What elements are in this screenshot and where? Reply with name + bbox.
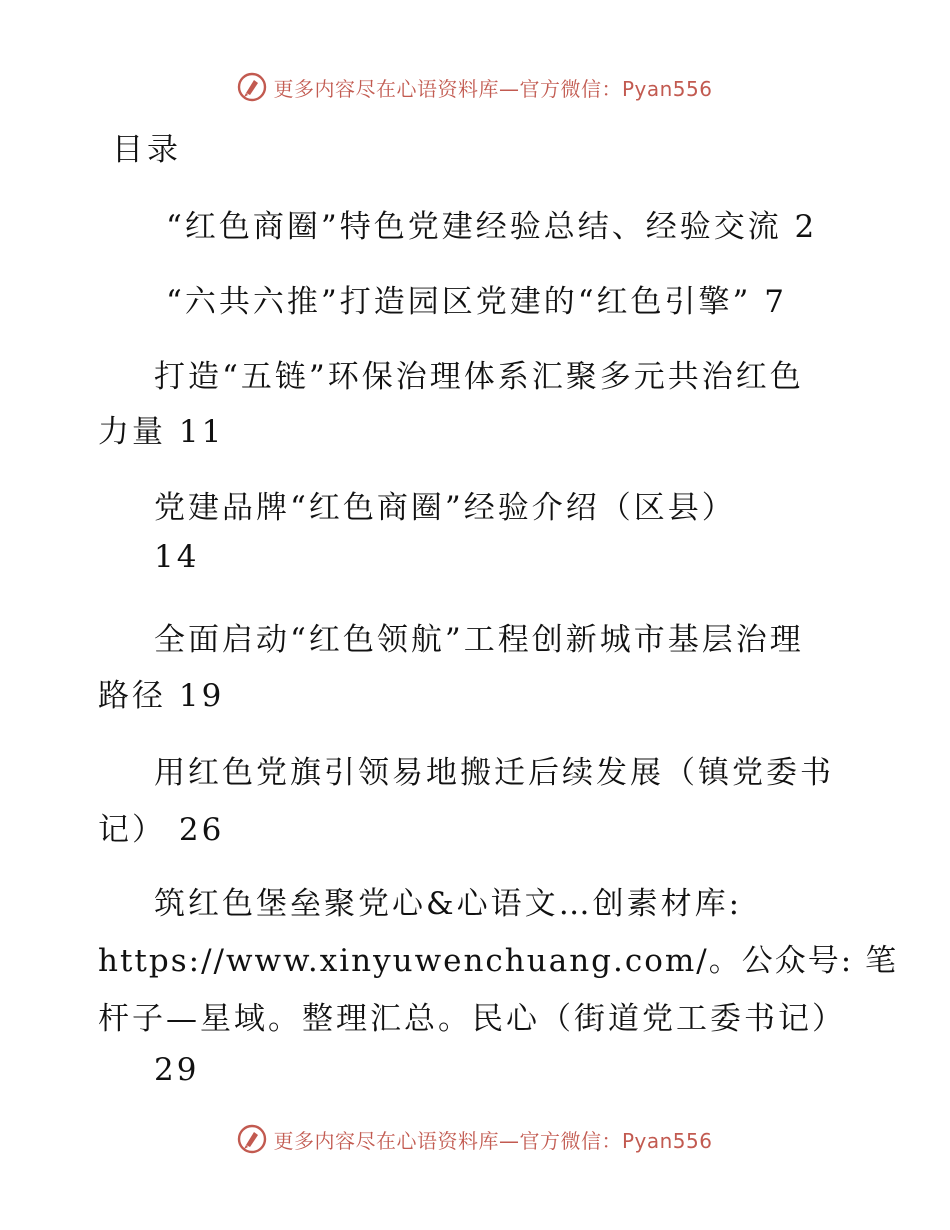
toc-entry[interactable] (166, 276, 787, 321)
toc-entry-continuation[interactable] (98, 406, 224, 451)
toc-entry-line: “红色商圈”特色党建经验总结、经验交流 2 (166, 209, 818, 245)
toc-entry-line: 用红色党旗引领易地搬迁后续发展（镇党委书 (154, 755, 834, 791)
toc-entry[interactable] (154, 614, 804, 659)
toc-entry-line: 党建品牌“红色商圈”经验介绍（区县） (154, 490, 736, 526)
toc-entry-line: 打造“五链”环保治理体系汇聚多元共治红色 (154, 359, 804, 395)
toc-entry-line: 全面启动“红色领航”工程创新城市基层治理 (154, 622, 804, 658)
toc-entry[interactable] (154, 747, 834, 792)
toc-entry-line: 杆子—星域。整理汇总。民心（街道党工委书记） (98, 1001, 846, 1037)
watermark-text: 更多内容尽在心语资料库—官方微信：Pyan556 (273, 76, 713, 101)
toc-entry-line: 路径 19 (98, 678, 225, 714)
toc-entry-line: https://www.xinyuwenchuang.com/。公众号: 笔 (98, 943, 899, 979)
toc-entry-line: 力量 11 (98, 414, 225, 450)
toc-entry[interactable] (154, 482, 736, 527)
toc-entry-continuation[interactable] (98, 993, 846, 1038)
toc-entry-line: “六共六推”打造园区党建的“红色引擎” 7 (166, 284, 787, 320)
toc-entry-continuation[interactable] (98, 670, 224, 715)
toc-entry-line: 14 (154, 539, 200, 575)
watermark-footer (0, 1124, 950, 1154)
toc-entry-line: 记） 26 (98, 812, 225, 848)
watermark-header (0, 72, 950, 102)
toc-entry-continuation[interactable] (154, 539, 199, 575)
toc-entry-continuation[interactable] (98, 935, 898, 980)
toc-entry-continuation[interactable] (98, 804, 224, 849)
toc-entry-line: 29 (154, 1052, 200, 1088)
watermark-text: 更多内容尽在心语资料库—官方微信：Pyan556 (273, 1128, 713, 1153)
toc-title: 目录 (112, 132, 182, 168)
toc-entry[interactable] (166, 201, 817, 246)
pen-nib-logo-icon (237, 72, 267, 102)
toc-entry-continuation[interactable] (154, 1052, 199, 1088)
toc-entry[interactable] (154, 878, 742, 923)
toc-entry[interactable] (154, 351, 804, 396)
pen-nib-logo-icon (237, 1124, 267, 1154)
toc-entry-line: 筑红色堡垒聚党心&心语文…创素材库: (154, 886, 743, 922)
